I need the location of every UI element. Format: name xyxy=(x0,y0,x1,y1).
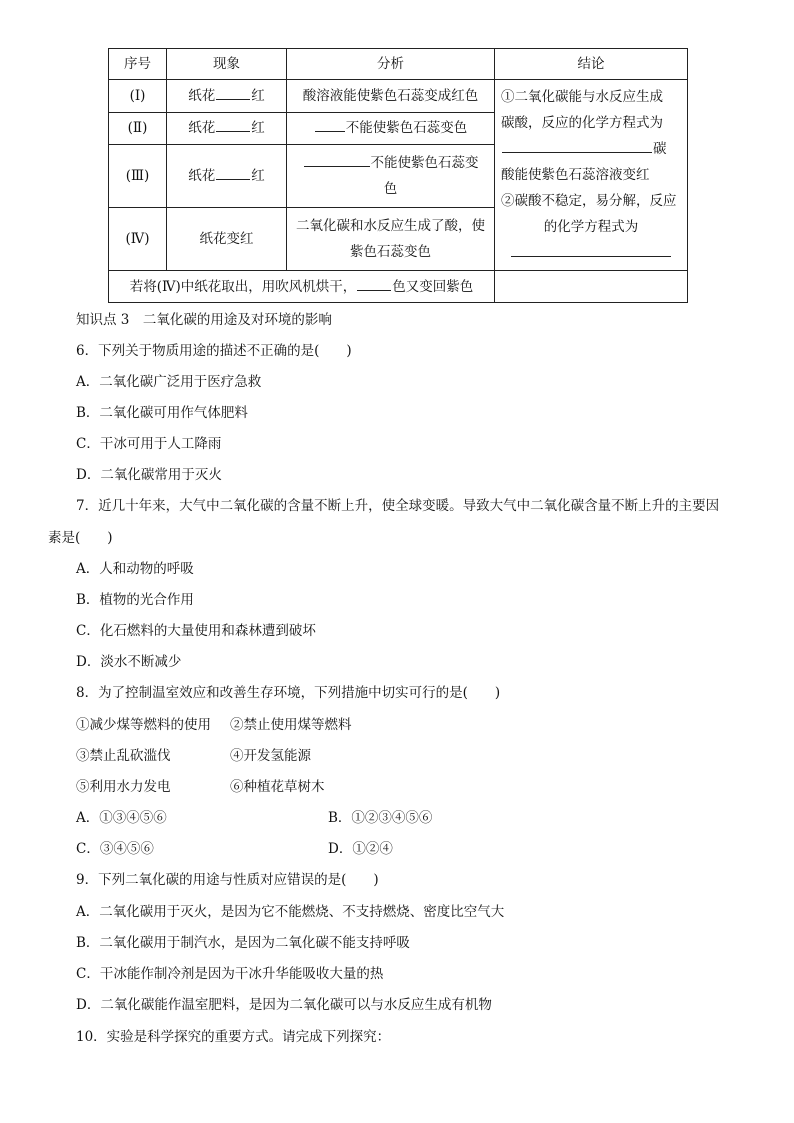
header-phenomenon: 现象 xyxy=(167,49,287,80)
analysis-text: 不能使紫色石蕊变 xyxy=(370,154,479,171)
conclusion-line: 碳酸，反应的化学方程式为 xyxy=(501,115,663,131)
q7-option-a: A．人和动物的呼吸 xyxy=(76,561,194,577)
table-header-row xyxy=(109,49,688,80)
q8-stem: 8．为了控制温室效应和改善生存环境，下列措施中切实可行的是( ) xyxy=(76,685,501,701)
blank-line xyxy=(315,130,345,132)
blank-line xyxy=(357,289,391,291)
q8-item: ⑥种植花草树木 xyxy=(230,779,325,795)
row-phenomenon: 纸花变红 xyxy=(167,207,287,270)
section-title: 知识点 3 二氧化碳的用途及对环境的影响 xyxy=(76,312,332,328)
row-phenomenon xyxy=(167,80,287,113)
header-no: 序号 xyxy=(109,49,167,80)
q9-option-c: C．干冰能作制冷剂是因为干冰升华能吸收大量的热 xyxy=(76,966,384,982)
conclusion-line: ①二氧化碳能与水反应生成 xyxy=(501,89,663,105)
q7-stem-cont: 素是( ) xyxy=(48,530,113,546)
q8-option-a: A．①③④⑤⑥ xyxy=(76,810,167,826)
phen-text: 红 xyxy=(251,167,265,184)
row-analysis xyxy=(287,145,495,208)
phen-text: 纸花 xyxy=(188,120,216,137)
q9-stem: 9．下列二氧化碳的用途与性质对应错误的是( ) xyxy=(76,872,379,888)
q7-option-b: B．植物的光合作用 xyxy=(76,592,194,608)
q8-option-d: D．①②④ xyxy=(328,841,393,857)
phen-text: 红 xyxy=(251,87,265,104)
q6-option-d: D．二氧化碳常用于灭火 xyxy=(76,467,222,483)
conclusion-line: ②碳酸不稳定，易分解，反应 xyxy=(501,193,677,209)
row-phenomenon xyxy=(167,145,287,208)
blank-line xyxy=(216,98,250,100)
blank-line xyxy=(502,151,652,153)
phen-text: 纸花 xyxy=(188,167,216,184)
row-analysis xyxy=(287,207,495,270)
q6-option-b: B．二氧化碳可用作气体肥料 xyxy=(76,405,248,421)
table-row xyxy=(109,80,688,113)
conclusion-cell xyxy=(495,80,688,271)
conclusion-line: 的化学方程式为 xyxy=(543,219,639,235)
row-no: (Ⅳ) xyxy=(109,207,167,270)
analysis-text: 二氧化碳和水反应生成了酸，使 xyxy=(296,217,485,234)
conclusion-line xyxy=(501,240,681,266)
q7-option-c: C．化石燃料的大量使用和森林遭到破坏 xyxy=(76,623,316,639)
header-conclusion: 结论 xyxy=(495,49,688,80)
blank-line xyxy=(511,255,671,257)
q8-item: ⑤利用水力发电 xyxy=(76,779,171,795)
q6-option-a: A．二氧化碳广泛用于医疗急救 xyxy=(76,374,262,390)
phen-text: 红 xyxy=(251,120,265,137)
q8-item: ③禁止乱砍滥伐 xyxy=(76,748,171,764)
q8-item: ④开发氢能源 xyxy=(230,748,311,764)
row-phenomenon xyxy=(167,112,287,145)
conclusion-line: 酸能使紫色石蕊溶液变红 xyxy=(501,167,650,183)
q8-item: ②禁止使用煤等燃料 xyxy=(230,717,352,733)
footer-cell xyxy=(109,271,495,303)
row-no: (Ⅱ) xyxy=(109,112,167,145)
phen-text: 纸花 xyxy=(188,87,216,104)
row-no: (Ⅰ) xyxy=(109,80,167,113)
table-footer-row xyxy=(109,271,688,303)
analysis-text: 色 xyxy=(383,180,398,197)
q6-stem: 6．下列关于物质用途的描述不正确的是( ) xyxy=(76,343,352,359)
analysis-text: 紫色石蕊变色 xyxy=(350,243,431,260)
row-analysis: 酸溶液能使紫色石蕊变成红色 xyxy=(287,80,495,113)
experiment-table xyxy=(108,48,688,303)
header-analysis: 分析 xyxy=(287,49,495,80)
q9-option-a: A．二氧化碳用于灭火，是因为它不能燃烧、不支持燃烧、密度比空气大 xyxy=(76,904,505,920)
footer-text: 若将(Ⅳ)中纸花取出，用吹风机烘干， xyxy=(129,278,357,295)
q10-stem: 10．实验是科学探究的重要方式。请完成下列探究： xyxy=(76,1029,391,1045)
row-no: (Ⅲ) xyxy=(109,145,167,208)
conclusion-line xyxy=(501,136,681,162)
blank-line xyxy=(304,165,370,167)
row-analysis xyxy=(287,112,495,145)
q9-option-b: B．二氧化碳用于制汽水，是因为二氧化碳不能支持呼吸 xyxy=(76,935,410,951)
blank-line xyxy=(216,178,250,180)
q8-option-b: B．①②③④⑤⑥ xyxy=(328,810,433,826)
q8-item: ①减少煤等燃料的使用 xyxy=(76,717,211,733)
q7-option-d: D．淡水不断减少 xyxy=(76,654,182,670)
conclusion-text: 碳 xyxy=(653,141,667,157)
blank-line xyxy=(216,130,250,132)
q7-stem: 7．近几十年来，大气中二氧化碳的含量不断上升，使全球变暖。导致大气中二氧化碳含量不断上升的主要因 xyxy=(76,498,720,514)
analysis-text: 不能使紫色石蕊变色 xyxy=(345,120,468,137)
empty-cell xyxy=(495,271,688,303)
q9-option-d: D．二氧化碳能作温室肥料，是因为二氧化碳可以与水反应生成有机物 xyxy=(76,997,492,1013)
q6-option-c: C．干冰可用于人工降雨 xyxy=(76,436,222,452)
footer-text: 色又变回紫色 xyxy=(392,278,474,295)
q8-option-c: C．③④⑤⑥ xyxy=(76,841,154,857)
